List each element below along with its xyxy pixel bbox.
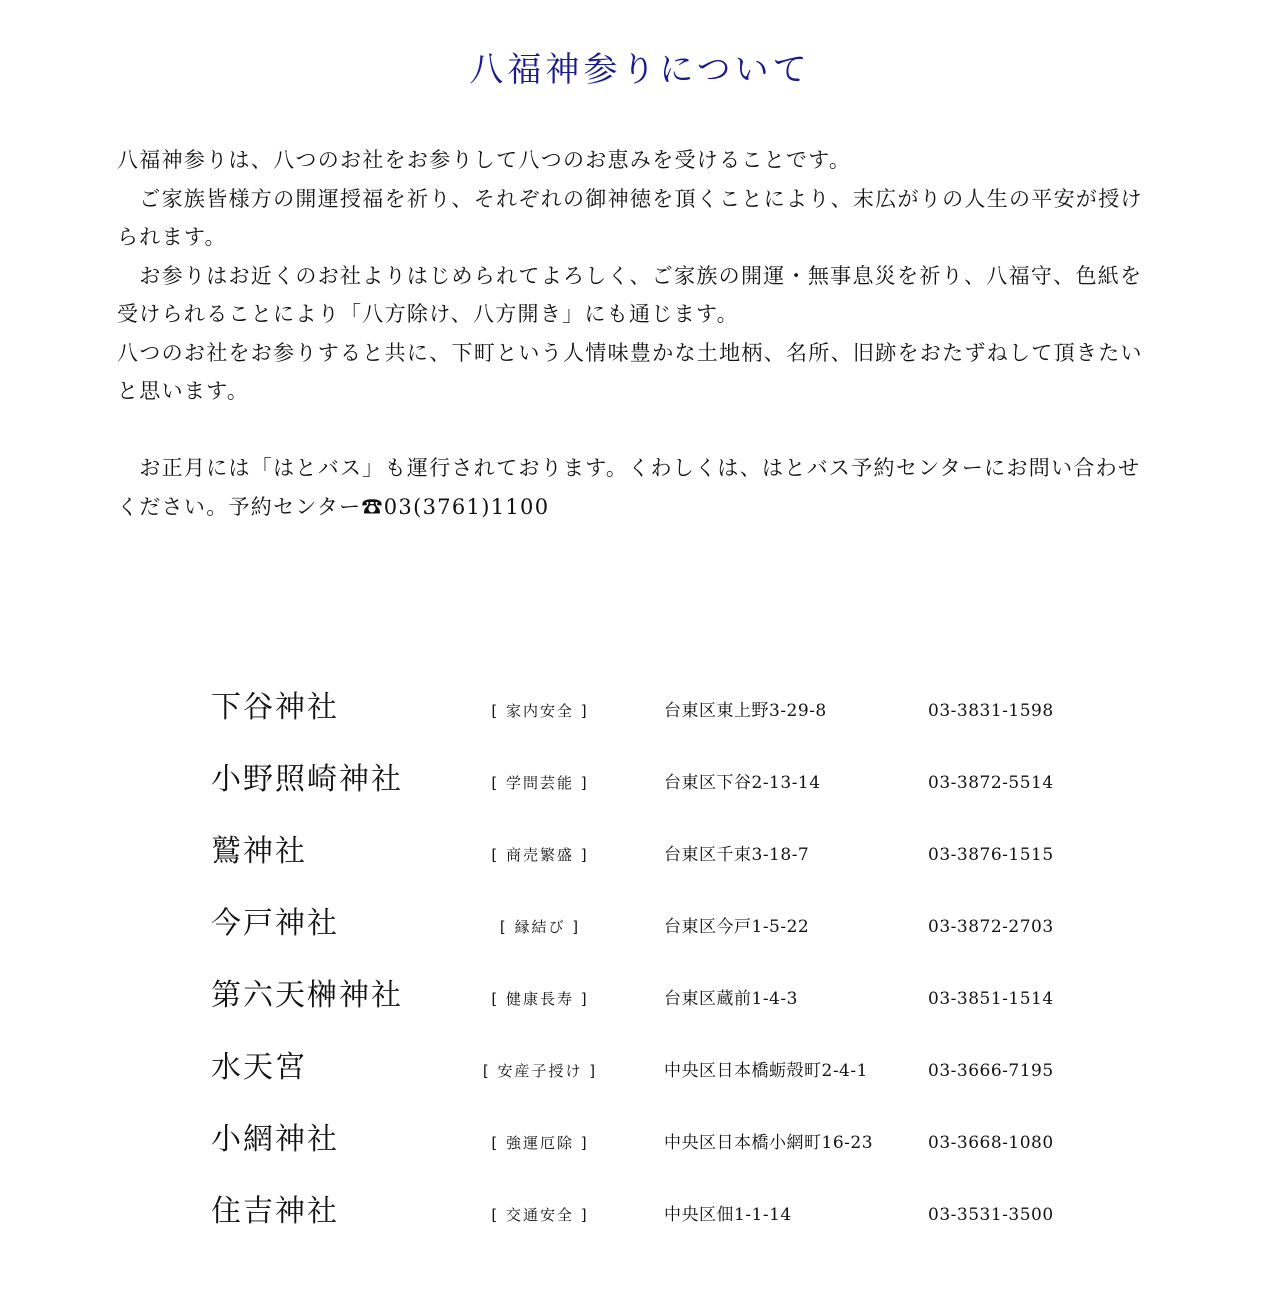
shrine-benefit: [ 家内安全 ] <box>491 702 589 720</box>
shrine-row <box>0 962 1280 1034</box>
shrine-address: 台東区蔵前1-4-3 <box>664 989 798 1009</box>
shrine-row <box>0 674 1280 746</box>
shrine-benefit: [ 交通安全 ] <box>491 1206 589 1224</box>
shrine-name: 鷲神社 <box>211 834 307 869</box>
shrine-phone: 03-3531-3500 <box>928 1205 1054 1225</box>
shrine-address: 中央区日本橋蛎殻町2-4-1 <box>664 1061 868 1081</box>
shrine-row <box>0 1178 1280 1250</box>
shrine-name: 下谷神社 <box>211 690 339 725</box>
shrine-benefit: [ 商売繁盛 ] <box>491 846 589 864</box>
shrine-benefit: [ 強運厄除 ] <box>491 1134 589 1152</box>
shrine-name: 今戸神社 <box>211 906 339 941</box>
shrine-row <box>0 746 1280 818</box>
shrine-phone: 03-3876-1515 <box>928 845 1054 865</box>
intro-paragraph: 八つのお社をお参りすると共に、下町という人情味豊かな土地柄、名所、旧跡をおたずねして頂きたいと思います。 <box>117 340 1143 403</box>
shrine-row <box>0 818 1280 890</box>
shrine-benefit: [ 縁結び ] <box>499 918 581 936</box>
shrine-name: 第六天榊神社 <box>211 978 403 1013</box>
shrine-benefit: [ 学問芸能 ] <box>491 774 589 792</box>
shrine-phone: 03-3831-1598 <box>928 701 1054 721</box>
intro-paragraph: 八福神参りは、八つのお社をお参りして八つのお恵みを受けることです。 <box>117 148 852 172</box>
shrine-address: 台東区下谷2-13-14 <box>664 773 821 793</box>
shrine-row <box>0 1106 1280 1178</box>
shrine-address: 台東区千束3-18-7 <box>664 845 810 865</box>
spacer <box>117 411 1157 450</box>
shrine-benefit: [ 健康長寿 ] <box>491 990 589 1008</box>
shrine-name: 水天宮 <box>211 1050 307 1085</box>
intro-paragraph: お参りはお近くのお社よりはじめられてよろしく、ご家族の開運・無事息災を祈り、八福守、色紙を受けられることにより「八方除け、八方開き」にも通じます。 <box>117 263 1143 326</box>
shrine-list <box>0 674 1280 1250</box>
shrine-name: 小網神社 <box>211 1122 339 1157</box>
shrine-row <box>0 890 1280 962</box>
shrine-phone: 03-3666-7195 <box>928 1061 1054 1081</box>
shrine-address: 台東区今戸1-5-22 <box>664 917 810 937</box>
intro-paragraph: ご家族皆様方の開運授福を祈り、それぞれの御神徳を頂くことにより、末広がりの人生の平安が授けられます。 <box>117 186 1143 249</box>
shrine-address: 台東区東上野3-29-8 <box>664 701 827 721</box>
shrine-address: 中央区佃1-1-14 <box>664 1205 792 1225</box>
shrine-address: 中央区日本橋小網町16-23 <box>664 1133 874 1153</box>
intro-text <box>117 141 1157 526</box>
shrine-phone: 03-3872-5514 <box>928 773 1054 793</box>
shrine-name: 住吉神社 <box>211 1194 339 1229</box>
shrine-benefit: [ 安産子授け ] <box>482 1062 598 1080</box>
shrine-phone: 03-3872-2703 <box>928 917 1054 937</box>
shrine-row <box>0 1034 1280 1106</box>
hatobus-note: お正月には「はとバス」も運行されております。くわしくは、はとバス予約センターにお問い合わせください。予約センター☎03(3761)1100 <box>117 456 1141 519</box>
shrine-phone: 03-3851-1514 <box>928 989 1054 1009</box>
shrine-name: 小野照崎神社 <box>211 762 403 797</box>
shrine-phone: 03-3668-1080 <box>928 1133 1054 1153</box>
page-title: 八福神参りについて <box>469 50 811 90</box>
